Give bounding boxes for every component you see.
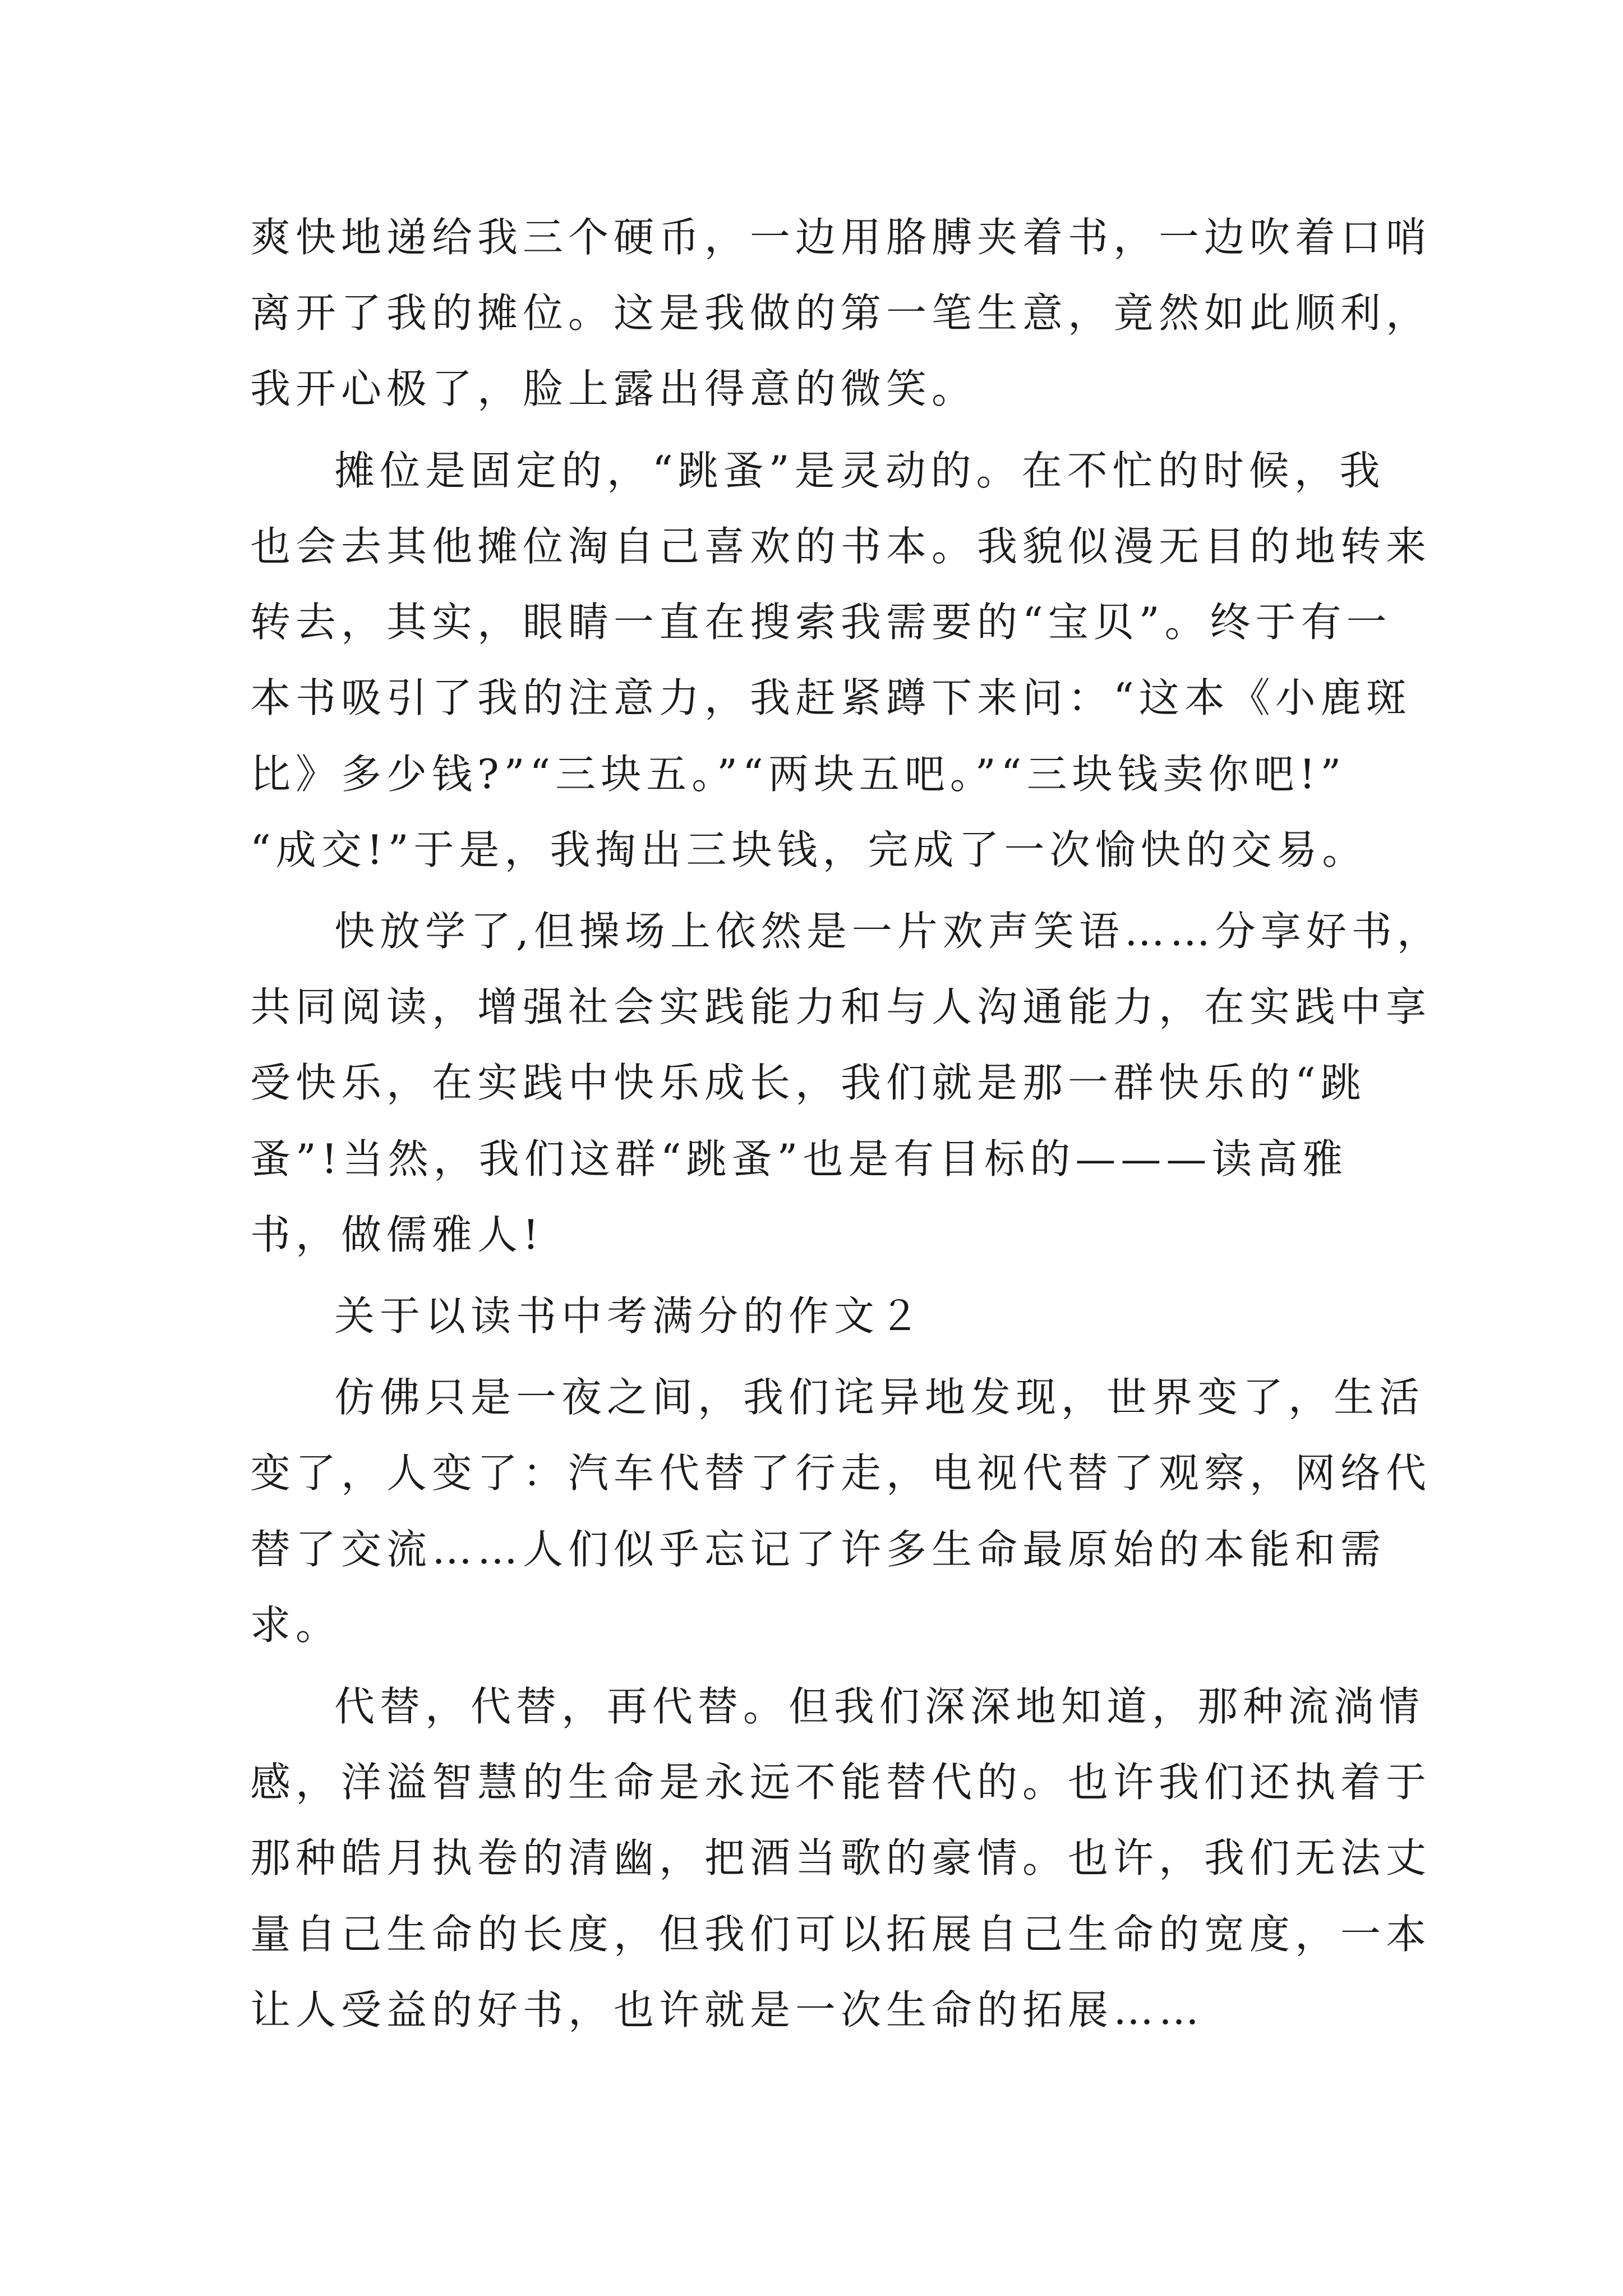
- paragraph-line: 求。: [250, 1602, 342, 1649]
- section-title: 关于以读书中考满分的作文２: [334, 1292, 925, 1340]
- paragraph-line: 蚤”!当然，我们这群“跳蚤”也是有目标的———读高雅: [250, 1135, 1348, 1182]
- paragraph-line: 代替，代替，再代替。但我们深深地知道，那种流淌情: [334, 1683, 1425, 1730]
- paragraph-line: 也会去其他摊位淘自己喜欢的书本。我貌似漫无目的地转来: [250, 523, 1432, 570]
- paragraph-line: 共同阅读，增强社会实践能力和与人沟通能力，在实践中享: [250, 983, 1432, 1030]
- paragraph-line: 摊位是固定的，“跳蚤”是灵动的。在不忙的时候，我: [334, 447, 1385, 494]
- paragraph-line: 爽快地递给我三个硬币，一边用胳膊夹着书，一边吹着口哨: [250, 214, 1432, 261]
- paragraph-line: 那种皓月执卷的清幽，把酒当歌的豪情。也许，我们无法丈: [250, 1834, 1432, 1881]
- paragraph-line: “成交!”于是，我掏出三块钱，完成了一次愉快的交易。: [250, 826, 1368, 873]
- paragraph-line: 变了，人变了：汽车代替了行走，电视代替了观察，网络代: [250, 1450, 1432, 1497]
- paragraph-line: 受快乐，在实践中快乐成长，我们就是那一群快乐的“跳: [250, 1059, 1366, 1106]
- paragraph-line: 离开了我的摊位。这是我做的第一笔生意，竟然如此顺利，: [250, 289, 1432, 337]
- paragraph-line: 快放学了,但操场上依然是一片欢声笑语……分享好书，: [334, 908, 1442, 955]
- paragraph-line: 比》多少钱?”“三块五。”“两块五吧。”“三块钱卖你吧!”: [250, 751, 1347, 798]
- paragraph-line: 转去，其实，眼睛一直在搜索我需要的“宝贝”。终于有一: [250, 599, 1392, 646]
- paragraph-line: 本书吸引了我的注意力，我赶紧蹲下来问：“这本《小鹿斑: [250, 674, 1412, 721]
- paragraph-line: 我开心极了，脸上露出得意的微笑。: [250, 365, 978, 412]
- paragraph-line: 书，做儒雅人!: [250, 1211, 544, 1258]
- paragraph-line: 量自己生命的长度，但我们可以拓展自己生命的宽度，一本: [250, 1911, 1432, 1958]
- paragraph-line: 替了交流……人们似乎忘记了许多生命最原始的本能和需: [250, 1526, 1386, 1573]
- paragraph-line: 仿佛只是一夜之间，我们诧异地发现，世界变了，生活: [334, 1374, 1425, 1421]
- paragraph-line: 让人受益的好书，也许就是一次生命的拓展……: [250, 1986, 1205, 2033]
- paragraph-line: 感，洋溢智慧的生命是永远不能替代的。也许我们还执着于: [250, 1759, 1432, 1806]
